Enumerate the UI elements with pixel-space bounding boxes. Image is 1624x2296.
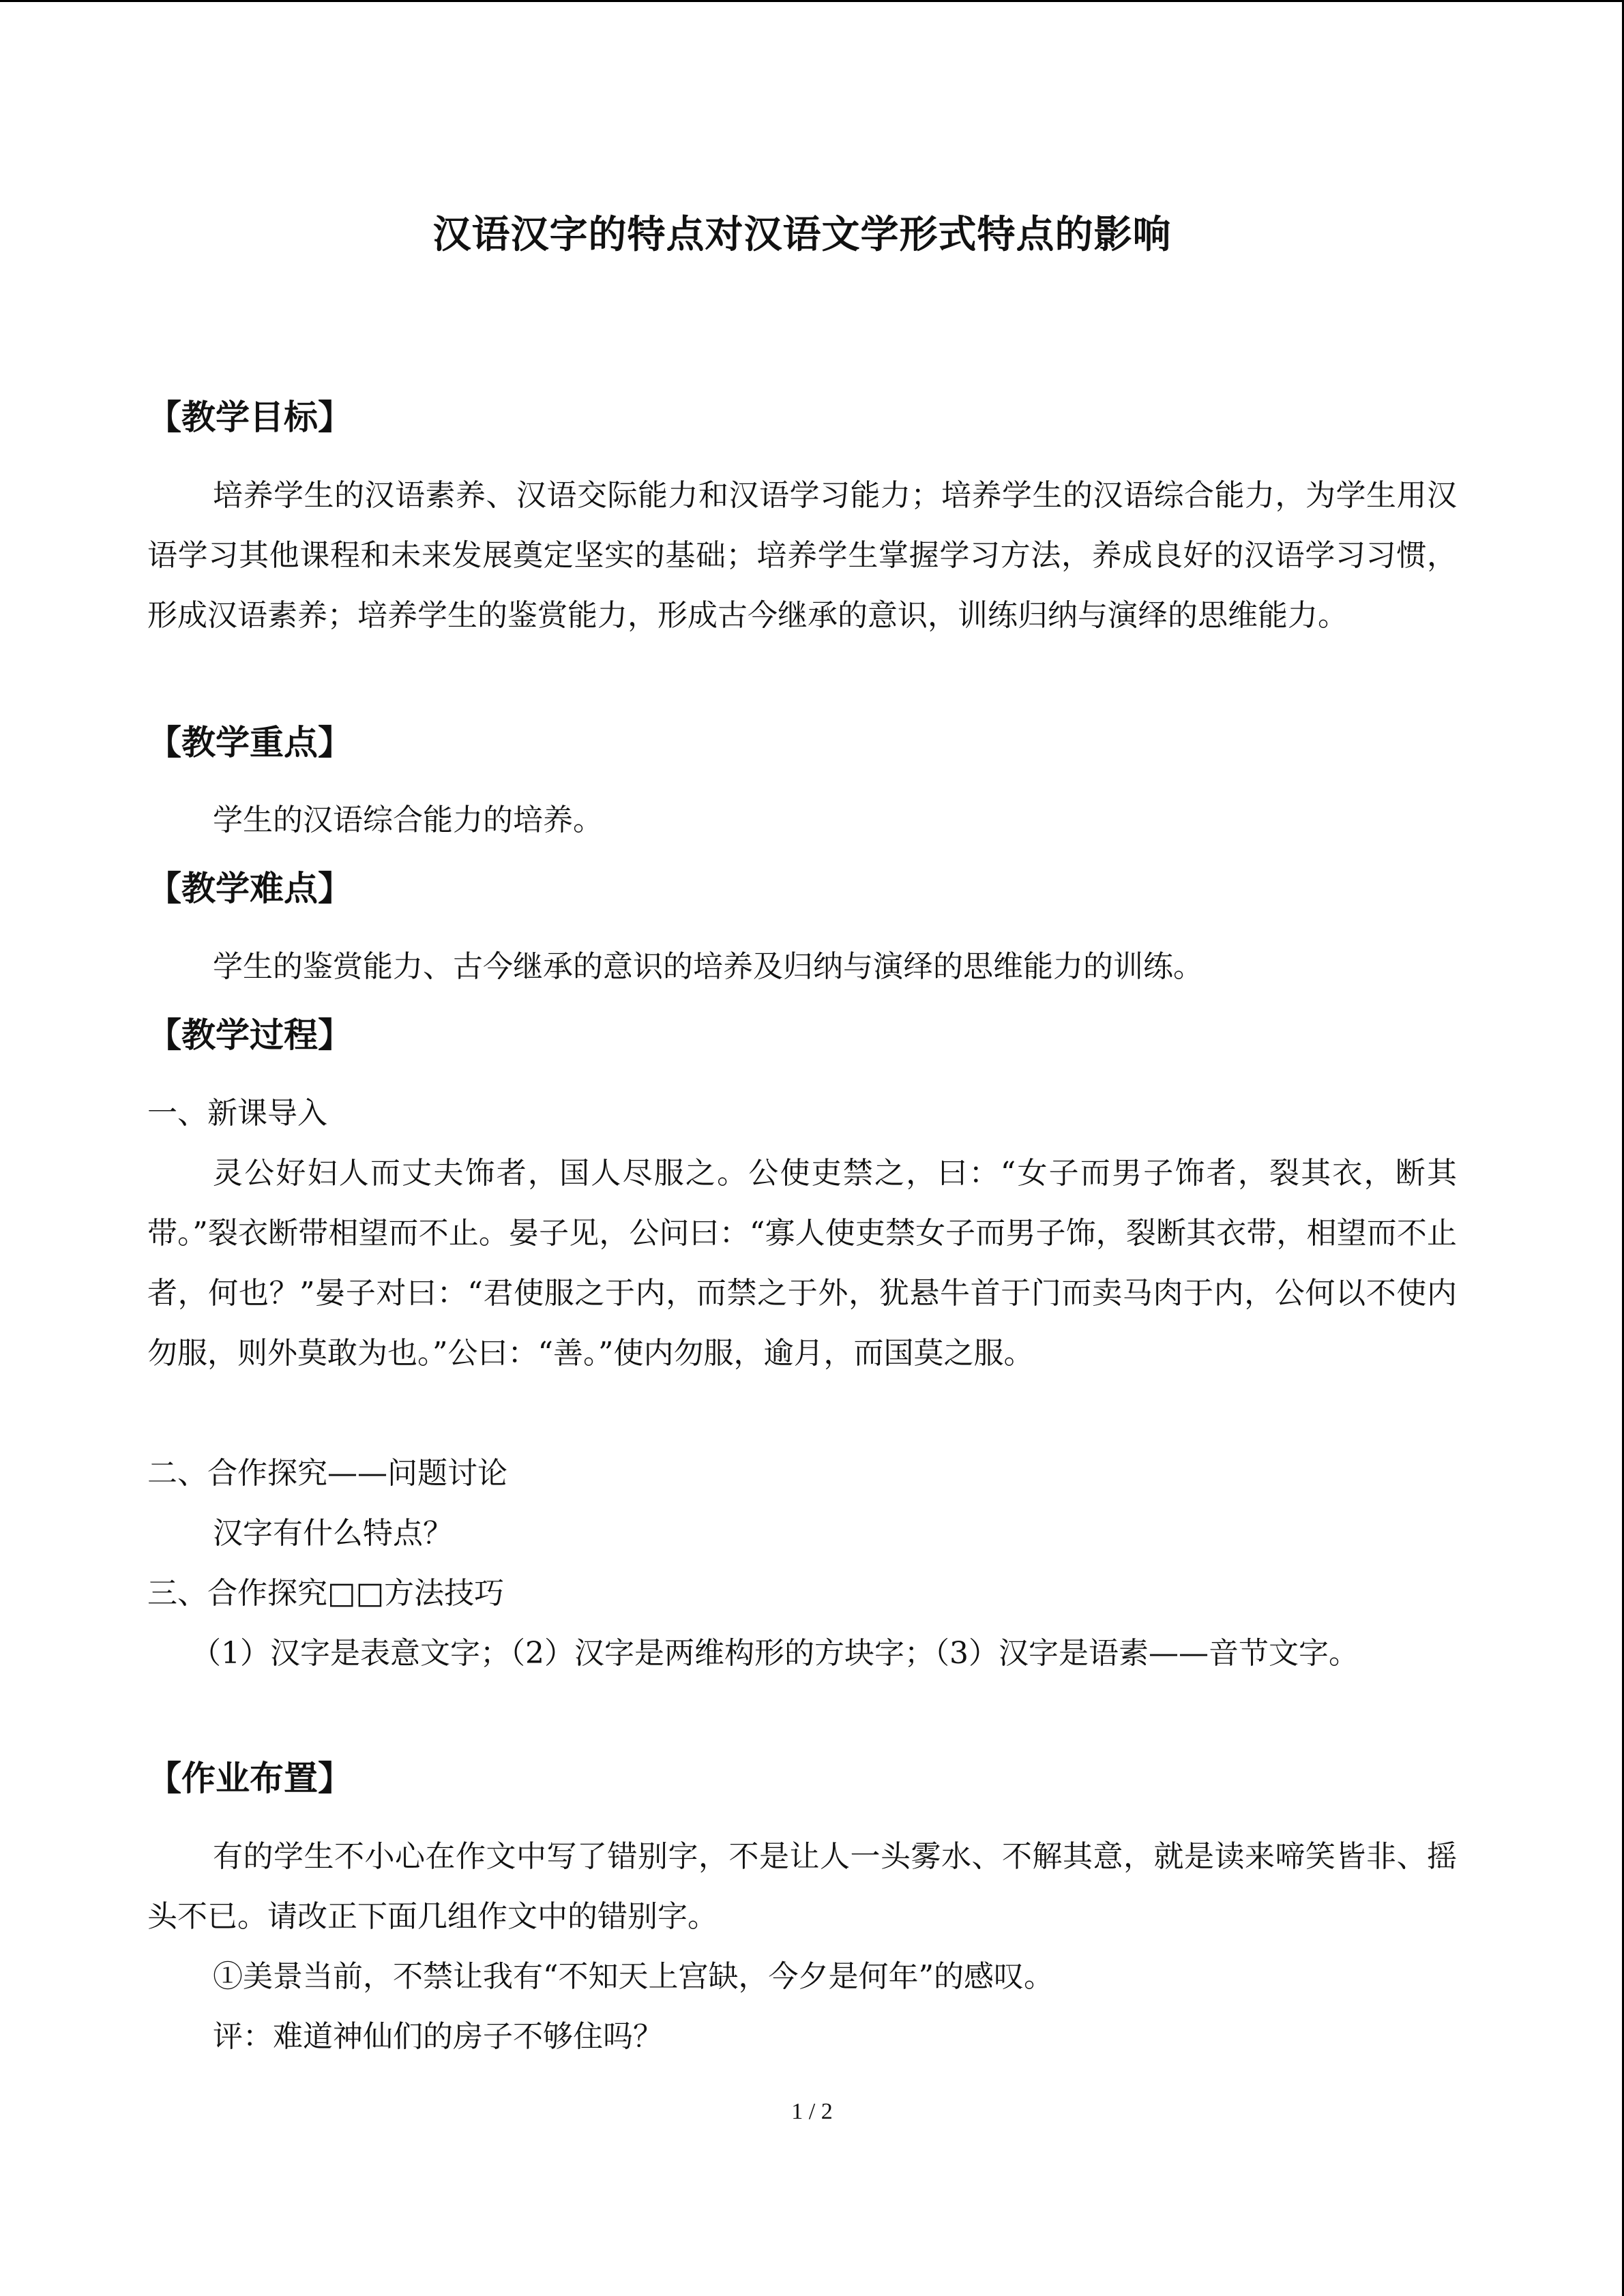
document-title: 汉语汉字的特点对汉语文学形式特点的影响 — [432, 212, 1172, 257]
step2-paragraph: 汉字有什么特点？ — [213, 1516, 453, 1551]
goals-paragraph: 培养学生的汉语素养、汉语交际能力和汉语学习能力；培养学生的汉语综合能力，为学生用汉语学习其他课程和未来发展奠定坚实的基础；培养学生掌握学习方法，养成良好的汉语学习习惯，形成汉语素养；培养学生的鉴赏能力，形成古今继承的意识，训练归纳与演绎的思维能力。 — [147, 478, 1457, 633]
difficulty-paragraph: 学生的鉴赏能力、古今继承的意识的培养及归纳与演绎的思维能力的训练。 — [213, 949, 1203, 984]
goals-heading: 【教学目标】 — [147, 397, 352, 437]
step3-paragraph: （1）汉字是表意文字；（2）汉字是两维构形的方块字；（3）汉字是语素——音节文字。 — [191, 1636, 1359, 1671]
focus-heading: 【教学重点】 — [147, 722, 352, 762]
step3-label: 三、合作探究□□方法技巧 — [147, 1576, 505, 1611]
step1-label: 一、新课导入 — [147, 1096, 327, 1131]
page-number: 1 / 2 — [791, 2099, 833, 2124]
example-sentence: ①美景当前，不禁让我有“不知天上宫缺，今夕是何年”的感叹。 — [213, 1959, 1054, 1994]
difficulty-heading: 【教学难点】 — [147, 868, 352, 908]
page-border-top — [0, 0, 1624, 2]
homework-paragraph: 有的学生不小心在作文中写了错别字，不是让人一头雾水、不解其意，就是读来啼笑皆非、摇头不已。请改正下面几组作文中的错别字。 — [147, 1839, 1457, 1934]
process-heading: 【教学过程】 — [147, 1015, 352, 1055]
focus-paragraph: 学生的汉语综合能力的培养。 — [213, 803, 603, 837]
step1-paragraph: 灵公好妇人而丈夫饰者，国人尽服之。公使吏禁之，曰：“女子而男子饰者，裂其衣，断其带。”裂衣断带相望而不止。晏子见，公问曰：“寡人使吏禁女子而男子饰，裂断其衣带，相望而不止者，何也？”晏子对曰：“君使服之于内，而禁之于外，犹悬牛首于门而卖马肉于内，公何以不使内勿服，则外莫敢为也。”公曰：“善。”使内勿服，逾月，而国莫之服。 — [147, 1156, 1458, 1371]
step2-label: 二、合作探究——问题讨论 — [147, 1456, 507, 1491]
example-comment: 评：难道神仙们的房子不够住吗？ — [213, 2019, 663, 2054]
homework-heading: 【作业布置】 — [147, 1758, 352, 1798]
